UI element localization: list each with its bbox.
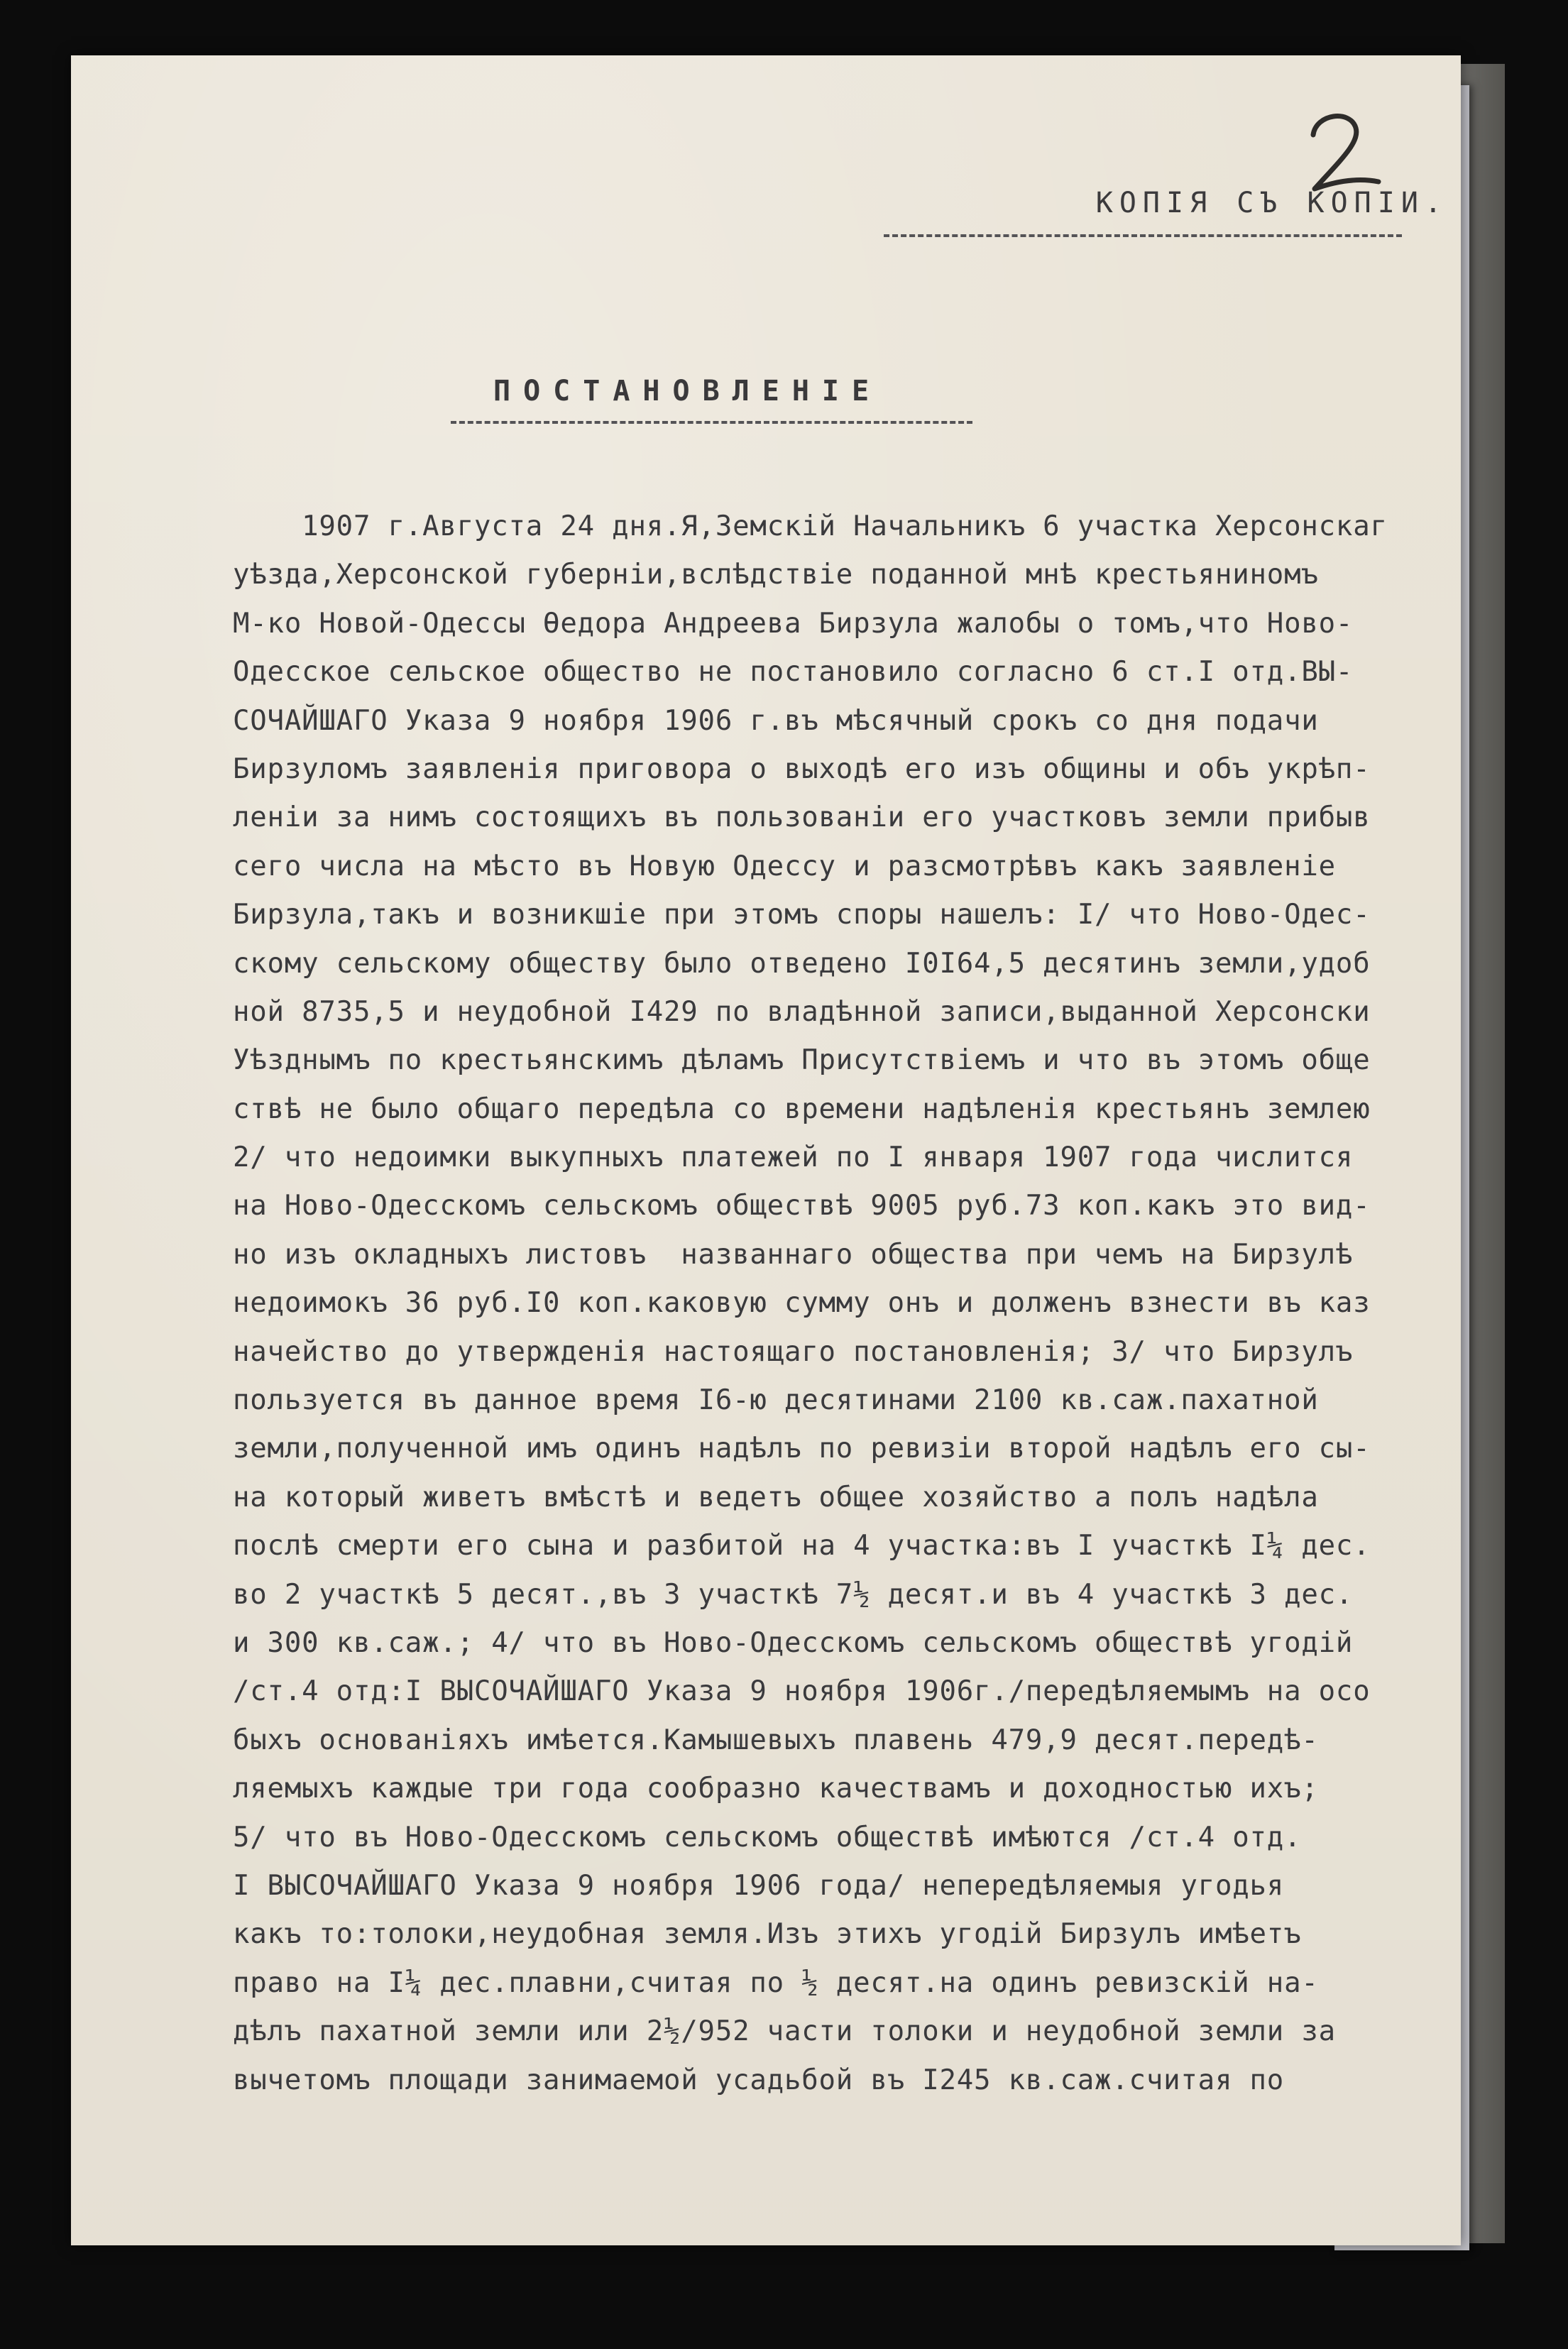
body-line: /ст.4 отд:I ВЫСОЧАЙШАГО Указа 9 ноября 1906г./передѣляемымъ на осо — [233, 1675, 1371, 1708]
body-line: и 300 кв.саж.; 4/ что въ Ново-Одесскомъ сельскомъ обществѣ угодій — [233, 1626, 1354, 1659]
document-page — [71, 55, 1461, 2245]
body-line: уѣзда,Херсонской губерніи,вслѣдствіе поданной мнѣ крестьяниномъ — [233, 559, 1319, 591]
body-line: М-ко Новой-Одессы Ѳедора Андреева Бирзула жалобы о томъ,что Ново- — [233, 607, 1354, 640]
body-line: Бирзула,такъ и возникшіе при этомъ споры нашелъ: I/ что Ново-Одес- — [233, 899, 1371, 931]
body-line: но изъ окладныхъ листовъ названнаго общества при чемъ на Бирзулѣ — [233, 1238, 1354, 1271]
document-body — [233, 503, 1461, 2105]
body-line: недоимокъ 36 руб.I0 коп.каковую сумму онъ и долженъ взнести въ каз — [233, 1287, 1371, 1320]
body-line: I ВЫСОЧАЙШАГО Указа 9 ноября 1906 года/ непередѣляемыя угодья — [233, 1869, 1285, 1902]
body-line: 1907 г.Августа 24 дня.Я,Земскій Начальникъ 6 участка Херсонскаг — [233, 510, 1388, 542]
body-line: какъ то:толоки,неудобная земля.Изъ этихъ угодій Бирзулъ имѣетъ — [233, 1918, 1302, 1951]
body-line: дѣлъ пахатной земли или 2½/952 части толоки и неудобной земли за — [233, 2015, 1336, 2048]
body-line: Бирзуломъ заявленія приговора о выходѣ его изъ общины и объ укрѣп- — [233, 752, 1371, 785]
body-line: ной 8735,5 и неудобной I429 по владѣнной записи,выданной Херсонски — [233, 995, 1371, 1028]
body-line: скому сельскому обществу было отведено I0I64,5 десятинъ земли,удоб — [233, 947, 1371, 980]
body-line: СОЧАЙШАГО Указа 9 ноября 1906 г.въ мѣсячный срокъ со дня подачи — [233, 704, 1319, 737]
body-line: пользуется въ данное время I6-ю десятинами 2100 кв.саж.пахатной — [233, 1384, 1319, 1417]
folio-number-handwritten — [1292, 98, 1391, 197]
body-line: 2/ что недоимки выкупныхъ платежей по I января 1907 года числится — [233, 1141, 1354, 1174]
body-line: послѣ смерти его сына и разбитой на 4 участка:въ I участкѣ I¼ дес. — [233, 1530, 1371, 1562]
body-line: сего числа на мѣсто въ Новую Одессу и разсмотрѣвъ какъ заявленіе — [233, 850, 1336, 882]
body-line: вычетомъ площади занимаемой усадьбой въ I245 кв.саж.считая по — [233, 2064, 1285, 2096]
title-underline — [451, 421, 972, 424]
body-line: быхъ основаніяхъ имѣется.Камышевыхъ плавень 479,9 десят.передѣ- — [233, 1724, 1319, 1756]
body-line: начейство до утвержденія настоящаго постановленія; 3/ что Бирзулъ — [233, 1335, 1354, 1368]
body-line: ляемыхъ каждые три года сообразно качествамъ и доходностью ихъ; — [233, 1773, 1319, 1805]
body-line: на Ново-Одесскомъ сельскомъ обществѣ 9005 руб.73 коп.какъ это вид- — [233, 1190, 1371, 1222]
body-line: 5/ что въ Ново-Одесскомъ сельскомъ обществѣ имѣются /ст.4 отд. — [233, 1821, 1302, 1854]
body-line: во 2 участкѣ 5 десят.,въ 3 участкѣ 7½ десят.и въ 4 участкѣ 3 дес. — [233, 1578, 1354, 1611]
body-line: ствѣ не было общаго передѣла со времени надѣленія крестьянъ землею — [233, 1093, 1371, 1125]
body-line: земли,полученной имъ одинъ надѣлъ по ревизіи второй надѣлъ его сы- — [233, 1433, 1371, 1465]
body-line: Уѣзднымъ по крестьянскимъ дѣламъ Присутствіемъ и что въ этомъ обще — [233, 1044, 1371, 1077]
body-line: право на I¼ дес.плавни,считая по ½ десят.на одинъ ревизскій на- — [233, 1966, 1319, 1999]
copy-mark: КОПІЯ СЪ КОПІИ. — [1095, 187, 1448, 219]
copy-mark-underline — [884, 234, 1402, 237]
document-title: ПОСТАНОВЛЕНІЕ — [493, 375, 882, 407]
body-line: Одесское сельское общество не постановило согласно 6 ст.I отд.ВЫ- — [233, 656, 1354, 689]
body-line: леніи за нимъ состоящихъ въ пользованіи его участковъ земли прибыв — [233, 801, 1371, 834]
body-line: на который живетъ вмѣстѣ и ведетъ общее хозяйство а полъ надѣла — [233, 1481, 1319, 1513]
